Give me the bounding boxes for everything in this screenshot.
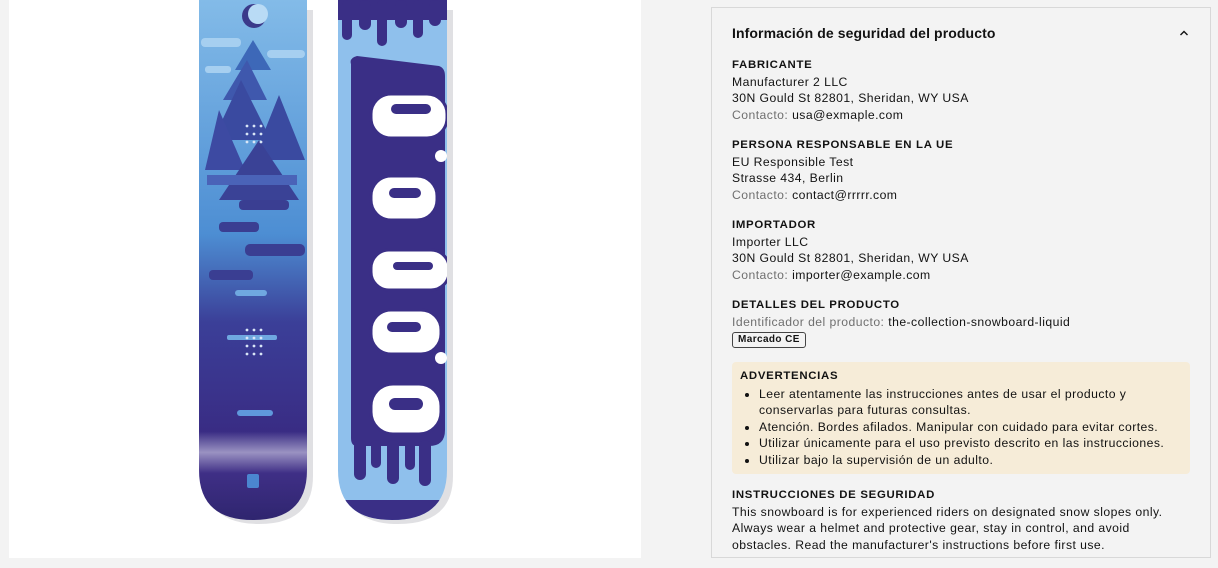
warning-item: • Utilizar bajo la supervisión de un adulto. (759, 452, 1182, 469)
contact-label: Contacto: (732, 187, 789, 202)
product-details-heading: DETALLES DEL PRODUCTO (732, 299, 900, 311)
product-safety-panel (711, 7, 1211, 558)
importer-heading: IMPORTADOR (732, 219, 816, 231)
warning-item: • Utilizar únicamente para el uso previsto descrito en las instrucciones. (759, 435, 1182, 452)
product-image-gallery (9, 0, 641, 558)
product-identifier-value: the-collection-snowboard-liquid (888, 314, 1071, 329)
eu-responsible-address: Strasse 434, Berlin (732, 171, 844, 185)
importer-address: 30N Gould St 82801, Sheridan, WY USA (732, 251, 969, 265)
warnings-list (740, 386, 1182, 469)
product-identifier (732, 314, 1190, 331)
eu-responsible-email-link[interactable]: contact@rrrrr.com (792, 187, 898, 202)
safety-instructions-section (732, 488, 1190, 553)
manufacturer-section (732, 58, 1190, 123)
snowboard-image[interactable] (9, 0, 641, 558)
manufacturer-heading: FABRICANTE (732, 59, 813, 71)
warnings-section (732, 362, 1190, 474)
importer-contact (732, 267, 1190, 284)
manufacturer-email-link[interactable]: usa@exmaple.com (792, 107, 904, 122)
warning-item: • Leer atentamente las instrucciones antes de usar el producto y conservarlas para futuras consultas. (759, 386, 1182, 419)
manufacturer-contact (732, 107, 1190, 124)
chevron-up-icon[interactable] (1178, 27, 1190, 39)
contact-label: Contacto: (732, 267, 789, 282)
product-identifier-label: Identificador del producto: (732, 314, 885, 329)
safety-instructions-heading: INSTRUCCIONES DE SEGURIDAD (732, 489, 935, 501)
panel-title: Información de seguridad del producto (732, 25, 996, 41)
contact-label: Contacto: (732, 107, 789, 122)
manufacturer-name: Manufacturer 2 LLC (732, 74, 848, 89)
warning-item: • Atención. Bordes afilados. Manipular con cuidado para evitar cortes. (759, 419, 1182, 436)
safety-instructions-text: This snowboard is for experienced riders on designated snow slopes only. Always wear a helmet and protective gear, stay in control, and avoid obstacles. Read the manufacturer's instructions before first use. (732, 504, 1163, 552)
snowboard-right-graphic (338, 0, 449, 520)
warnings-heading: ADVERTENCIAS (740, 370, 839, 382)
product-details-section (732, 298, 1190, 348)
importer-name: Importer LLC (732, 234, 809, 249)
eu-responsible-heading: PERSONA RESPONSABLE EN LA UE (732, 139, 954, 151)
manufacturer-address: 30N Gould St 82801, Sheridan, WY USA (732, 91, 969, 105)
eu-responsible-contact (732, 187, 1190, 204)
safety-panel-toggle[interactable] (732, 8, 1190, 58)
eu-responsible-section (732, 138, 1190, 203)
importer-section (732, 218, 1190, 283)
snowboard-left-graphic (199, 0, 307, 520)
ce-marking-badge: Marcado CE (732, 332, 806, 348)
importer-email-link[interactable]: importer@example.com (792, 267, 931, 282)
eu-responsible-name: EU Responsible Test (732, 154, 854, 169)
